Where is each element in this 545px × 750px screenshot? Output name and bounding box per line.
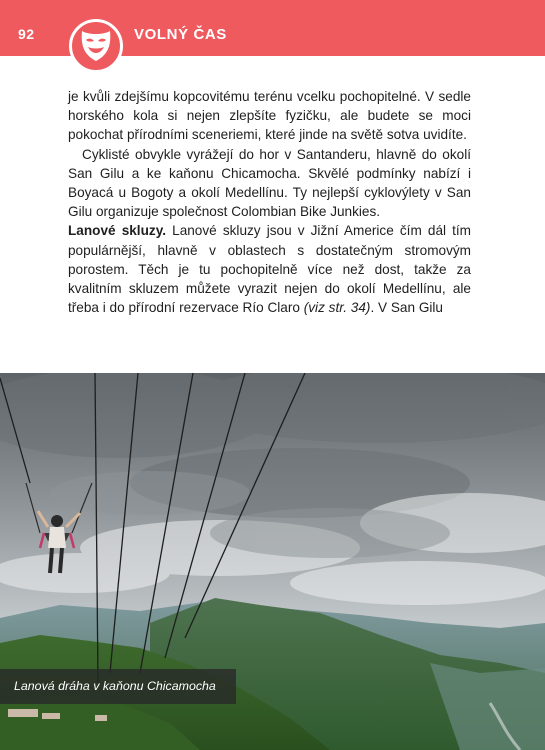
photo-caption	[0, 669, 236, 704]
section-badge	[69, 19, 123, 73]
run-in-heading: Lanové skluzy.	[68, 223, 167, 239]
section-title: VOLNÝ ČAS	[134, 26, 227, 43]
article-text	[68, 87, 471, 317]
paragraph	[68, 221, 471, 317]
page-reference: (viz str. 34)	[303, 300, 371, 316]
paragraph: Cyklisté obvykle vyrážejí do hor v Santanderu, hlavně do okolí San Gilu a ke kaňonu Chicamocha. Skvělé podmínky nabízí i Boyacá u Bogoty a okolí Medellínu. Ty nejlepší cyklovýlety v San Gilu organizuje společnost Colombian Bike Junkies.	[68, 146, 471, 220]
caption-text: Lanová dráha v kaňonu Chicamocha	[14, 679, 216, 693]
paragraph: je kvůli zdejšímu kopcovitému terénu vcelku pochopitelné. V sedle horského kola si nejen zlepšíte fyzičku, ale budete se moci pokochat přírodními sceneriemi, které jinde na světě sotva uvidíte.	[68, 89, 471, 143]
paragraph-text-tail: . V San Gilu	[370, 300, 443, 316]
mask-icon	[79, 28, 113, 64]
page-number: 92	[18, 26, 35, 42]
paragraph-text: Lanové skluzy jsou v Jižní Americe čím dál tím populárnější, hlavně v oblastech s dostatečným stromovým porostem. Těch je tu pochopitelně více než dost, takže za kvalitním skluzem můžete vyrazit nejen do okolí Medellínu, ale třeba i do přírodní rezervace Río Claro	[68, 223, 472, 316]
